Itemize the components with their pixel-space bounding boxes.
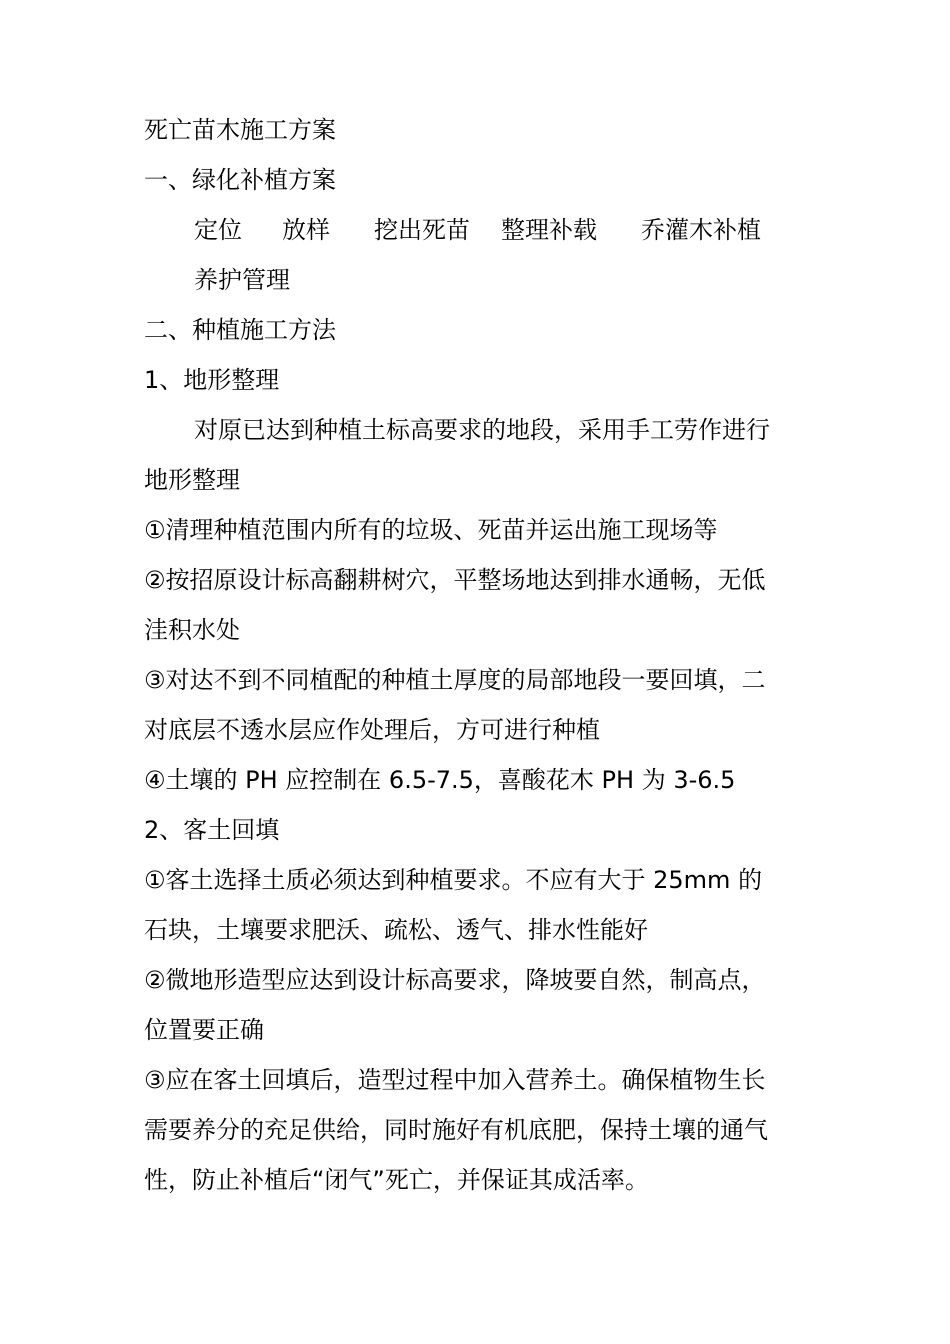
step-item: 整理补载 <box>501 216 597 244</box>
list-item: ②按招原设计标高翻耕树穴，平整场地达到排水通畅，无低 <box>144 566 766 594</box>
list-item: ③应在客土回填后，造型过程中加入营养土。确保植物生长 <box>144 1066 766 1094</box>
list-item: ①清理种植范围内所有的垃圾、死苗并运出施工现场等 <box>144 516 718 544</box>
list-item-continued: 对底层不透水层应作处理后，方可进行种植 <box>144 716 600 744</box>
document-title: 死亡苗木施工方案 <box>144 116 336 144</box>
list-item-continued: 需要养分的充足供给，同时施好有机底肥，保持土壤的通气 <box>144 1116 768 1144</box>
process-step-last: 养护管理 <box>194 266 290 294</box>
step-item: 挖出死苗 <box>374 216 470 244</box>
paragraph-line: 地形整理 <box>144 466 240 494</box>
step-item: 乔灌木补植 <box>641 216 761 244</box>
list-item: ③对达不到不同植配的种植土厚度的局部地段一要回填，二 <box>144 666 766 694</box>
section-heading-1: 一、绿化补植方案 <box>144 166 336 194</box>
subsection-heading-2: 2、客土回填 <box>144 816 280 844</box>
list-item: ④土壤的 PH 应控制在 6.5-7.5，喜酸花木 PH 为 3-6.5 <box>144 766 736 794</box>
process-steps <box>144 205 816 255</box>
list-item: ②微地形造型应达到设计标高要求，降坡要自然，制高点， <box>144 966 766 994</box>
list-item: ①客土选择土质必须达到种植要求。不应有大于 25mm 的 <box>144 866 763 894</box>
step-item: 放样 <box>282 216 330 244</box>
subsection-heading-1: 1、地形整理 <box>144 366 280 394</box>
list-item-continued: 洼积水处 <box>144 616 240 644</box>
list-item-continued: 石块，土壤要求肥沃、疏松、透气、排水性能好 <box>144 916 648 944</box>
list-item-continued: 性，防止补植后“闭气”死亡，并保证其成活率。 <box>144 1166 649 1194</box>
document-body <box>144 105 816 1205</box>
section-heading-2: 二、种植施工方法 <box>144 316 336 344</box>
list-item-continued: 位置要正确 <box>144 1016 264 1044</box>
paragraph-line: 对原已达到种植土标高要求的地段，采用手工劳作进行 <box>194 416 770 444</box>
step-item: 定位 <box>194 216 242 244</box>
